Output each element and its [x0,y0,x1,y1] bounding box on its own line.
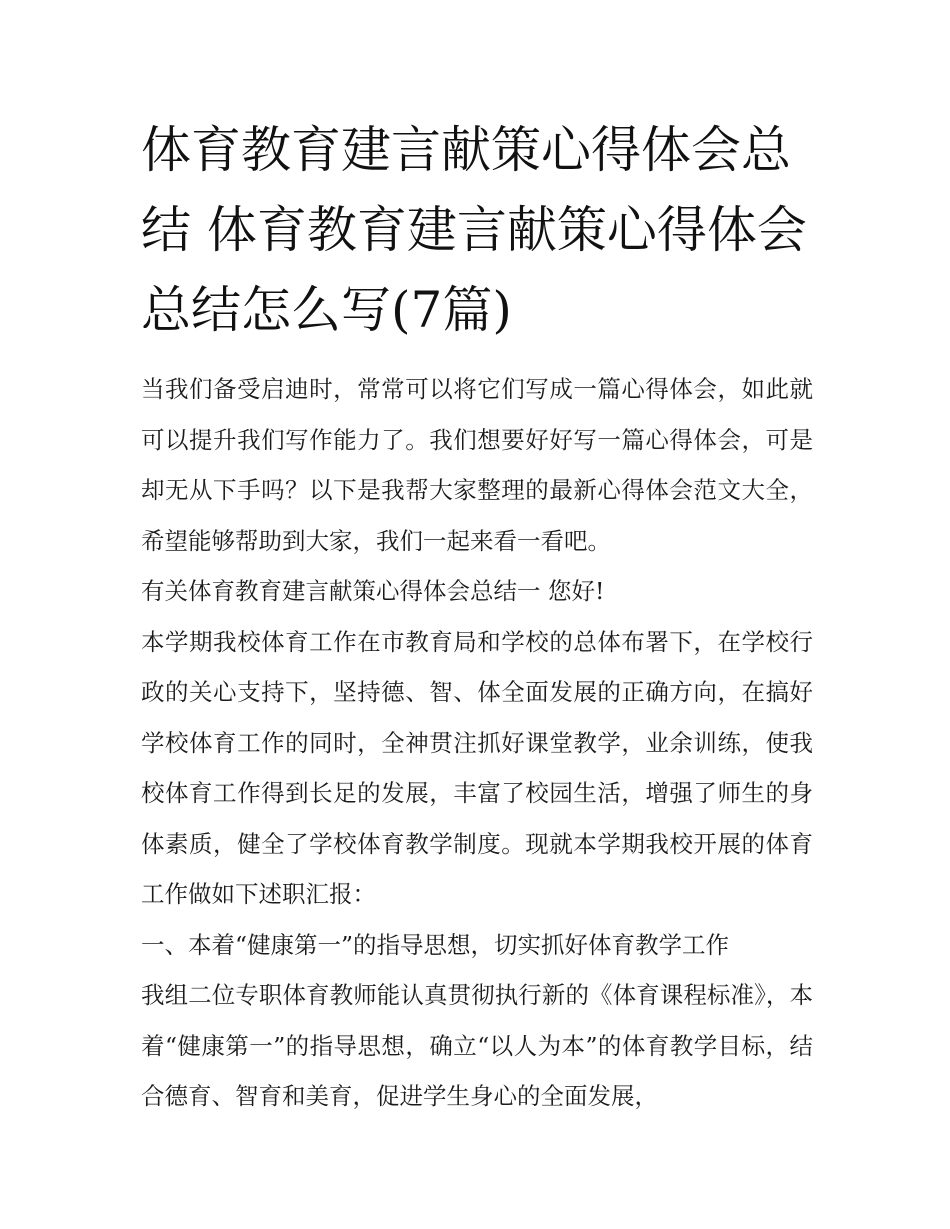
document-body [141,364,813,1122]
section-heading-1: 有关体育教育建言献策心得体会总结一 您好! [141,577,605,605]
section-heading-2: 一、本着“健康第一”的指导思想，切实抓好体育教学工作 [141,930,730,959]
document-title: 体育教育建言献策心得体会总结 体育教育建言献策心得体会总结怎么写(7篇) [141,121,807,339]
intro-paragraph: 当我们备受启迪时，常常可以将它们写成一篇心得体会，如此就可以提升我们写作能力了。我们想要好好写一篇心得体会，可是却无从下手吗？以下是我帮大家整理的最新心得体会范文大全，希望能够帮助到大家，我们一起来看一看吧。 [141,375,813,555]
body-paragraph: 本学期我校体育工作在市教育局和学校的总体布署下，在学校行政的关心支持下，坚持德、智、体全面发展的正确方向，在搞好学校体育工作的同时，全神贯注抓好课堂教学，业余训练，使我校体育工作得到长足的发展，丰富了校园生活，增强了师生的身体素质，健全了学校体育教学制度。现就本学期我校开展的体育工作做如下述职汇报： [141,627,813,908]
document-page [141,110,813,1122]
body-paragraph: 我组二位专职体育教师能认真贯彻执行新的《体育课程标准》，本着“健康第一”的指导思想，确立“以人为本”的体育教学目标，结合德育、智育和美育，促进学生身心的全面发展， [141,981,813,1110]
